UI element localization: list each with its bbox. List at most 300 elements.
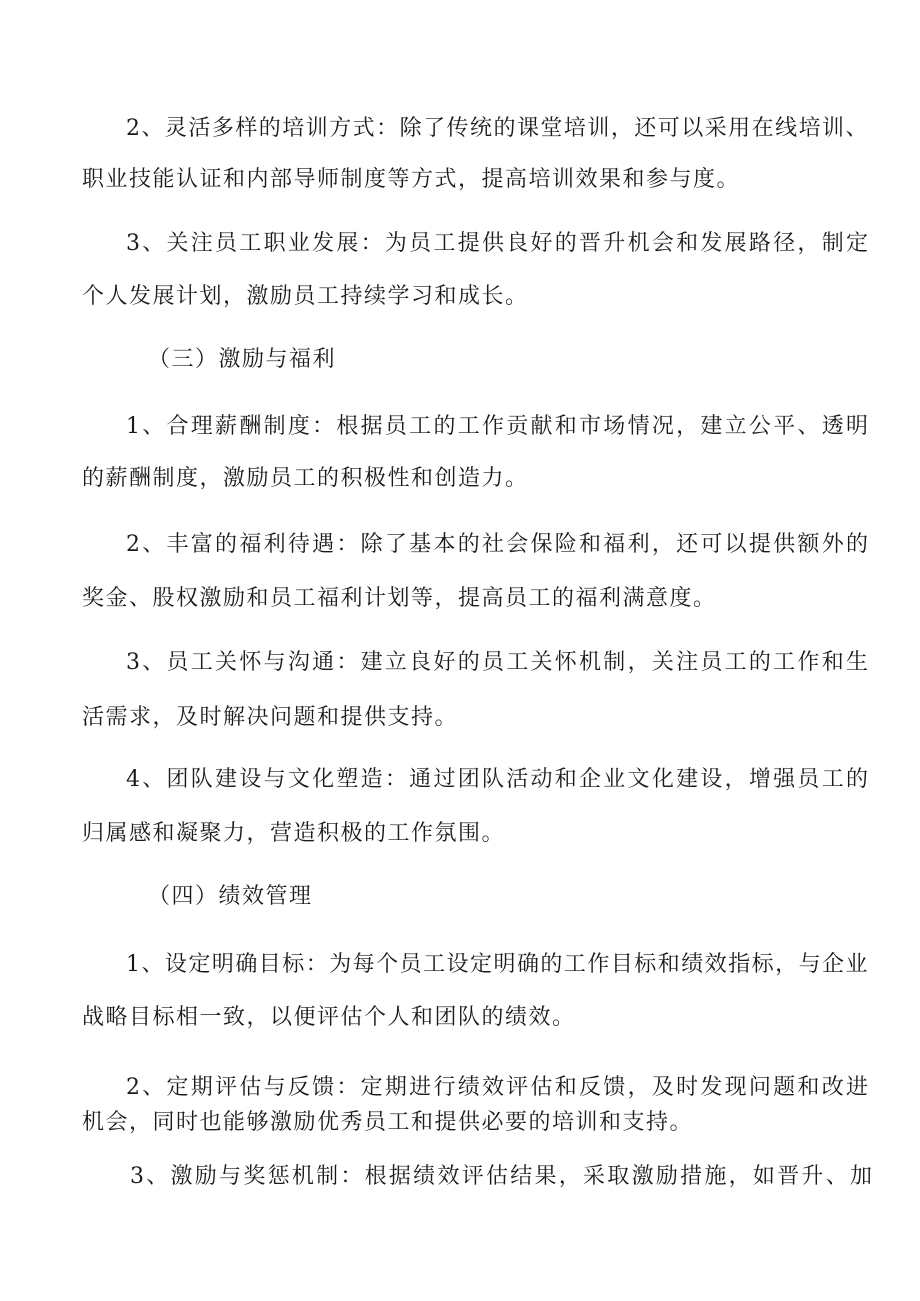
glyph: 激 [631,1164,654,1189]
glyph: ， [676,414,699,439]
glyph: 、 [141,952,164,977]
glyph: 题 [773,1075,796,1100]
paragraph-line [130,1162,872,1192]
glyph: 工 [409,414,432,439]
glyph: 生 [845,650,868,675]
glyph: 活 [506,767,529,792]
glyph: 企 [822,952,845,977]
glyph: 效 [481,1075,504,1100]
glyph: 化 [312,767,335,792]
glyph: 、 [825,1164,848,1189]
glyph: 、 [141,116,164,141]
glyph: 采 [704,116,727,141]
glyph: 线 [775,116,798,141]
glyph: 在 [751,116,774,141]
glyph: 工 [423,952,446,977]
glyph: 员 [399,952,422,977]
glyph: 注 [676,650,699,675]
glyph: 明 [845,414,868,439]
glyph: 确 [516,952,539,977]
glyph: 晋 [777,1164,800,1189]
glyph: 发 [700,231,723,256]
glyph: 外 [821,532,844,557]
glyph: 设 [446,952,469,977]
glyph: 工 [457,414,480,439]
glyph: 绩 [457,1075,480,1100]
glyph: 设 [239,767,262,792]
glyph: 企 [579,767,602,792]
glyph: 强 [773,767,796,792]
paragraph-line: 战略目标相一致，以便评估个人和团队的绩效。 [82,1005,576,1030]
glyph: 提 [748,532,771,557]
glyph: 估 [530,1075,553,1100]
glyph: 和 [554,414,577,439]
glyph: 评 [506,1075,529,1100]
glyph: 统 [470,116,493,141]
glyph: 良 [506,231,529,256]
glyph: 还 [676,532,699,557]
glyph: 、 [845,116,868,141]
glyph: 果 [534,1164,557,1189]
glyph: 员 [700,650,723,675]
glyph: 过 [433,767,456,792]
glyph: 训 [305,116,328,141]
glyph: 员 [215,231,238,256]
glyph: 进 [409,1075,432,1100]
glyph: 培 [563,116,586,141]
glyph: 结 [510,1164,533,1189]
glyph: 估 [239,1075,262,1100]
glyph: 、 [142,532,165,557]
glyph: 文 [287,767,310,792]
glyph: 本 [433,532,456,557]
glyph: 动 [530,767,553,792]
glyph: 关 [215,650,238,675]
glyph: 时 [676,1075,699,1100]
glyph: 团 [166,767,189,792]
glyph: 化 [651,767,674,792]
glyph: 员 [481,650,504,675]
glyph: 待 [287,532,310,557]
glyph: 可 [700,532,723,557]
glyph: 提 [457,231,480,256]
paragraph-line: 的薪酬制度，激励员工的积极性和创造力。 [82,466,529,491]
glyph: 理 [190,414,213,439]
glyph: 明 [211,952,234,977]
paragraph-line: 奖金、股权激励和员工福利计划等，提高员工的福利满意度。 [82,586,717,611]
glyph: 怀 [239,650,262,675]
glyph: 培 [282,116,305,141]
glyph: 的 [493,116,516,141]
glyph: 灵 [164,116,187,141]
glyph: 和 [676,231,699,256]
glyph: 标 [751,952,774,977]
glyph: 2 [126,532,140,557]
glyph: 为 [329,952,352,977]
glyph: 员 [166,650,189,675]
glyph: 业 [287,231,310,256]
glyph: 传 [446,116,469,141]
glyph: 注 [190,231,213,256]
glyph: 团 [457,767,480,792]
glyph: 队 [481,767,504,792]
glyph: 情 [627,414,650,439]
glyph: 标 [282,952,305,977]
glyph: 1 [126,414,140,439]
glyph: 为 [384,231,407,256]
glyph: 设 [164,952,187,977]
glyph: 效 [437,1164,460,1189]
glyph: 业 [603,767,626,792]
glyph: 工 [724,650,747,675]
glyph: 励 [655,1164,678,1189]
glyph: 通 [409,767,432,792]
glyph: 升 [603,231,626,256]
glyph: 期 [384,1075,407,1100]
glyph: 沟 [287,650,310,675]
glyph: 与 [798,952,821,977]
glyph: 工 [821,767,844,792]
glyph: 反 [287,1075,310,1100]
glyph: 关 [530,650,553,675]
paragraph-line [126,1073,868,1103]
glyph: 指 [728,952,751,977]
glyph: 2 [126,1075,140,1100]
glyph: 、 [142,231,165,256]
glyph: 和 [554,1075,577,1100]
glyph: 以 [724,532,747,557]
glyph: 问 [748,1075,771,1100]
glyph: 设 [700,767,723,792]
glyph: 合 [166,414,189,439]
glyph: ， [797,231,820,256]
glyph: 1 [126,952,140,977]
glyph: 定 [470,952,493,977]
glyph: 馈 [603,1075,626,1100]
glyph: 根 [364,1164,387,1189]
glyph: 供 [481,231,504,256]
glyph: 与 [263,767,286,792]
glyph: 的 [215,532,238,557]
glyph: 况 [651,414,674,439]
glyph: 员 [384,414,407,439]
glyph: 工 [190,650,213,675]
glyph: ： [340,1164,363,1189]
glyph: ， [724,767,747,792]
glyph: 工 [239,231,262,256]
glyph: 和 [657,952,680,977]
glyph: 建 [676,767,699,792]
glyph: 惩 [267,1164,290,1189]
glyph: 展 [724,231,747,256]
glyph: 度 [287,414,310,439]
glyph: 标 [634,952,657,977]
glyph: 的 [258,116,281,141]
glyph: 和 [554,767,577,792]
glyph: 建 [215,767,238,792]
glyph: 好 [530,231,553,256]
paragraph-line: 个人发展计划，激励员工持续学习和成长。 [82,284,529,309]
glyph: 课 [516,116,539,141]
glyph: 除 [360,532,383,557]
glyph: 定 [188,952,211,977]
glyph: 式 [352,116,375,141]
glyph: ： [305,952,328,977]
glyph: 行 [433,1075,456,1100]
glyph: 关 [651,650,674,675]
glyph: 目 [258,952,281,977]
glyph: 机 [291,1164,314,1189]
glyph: 遇 [312,532,335,557]
glyph: 好 [433,650,456,675]
glyph: 个 [376,952,399,977]
glyph: 评 [461,1164,484,1189]
glyph: ， [627,1075,650,1100]
glyph: 工 [506,650,529,675]
glyph: 了 [384,532,407,557]
glyph: 关 [166,231,189,256]
glyph: 员 [409,231,432,256]
glyph: 的 [845,532,868,557]
glyph: 业 [845,952,868,977]
paragraph-line [126,765,868,795]
glyph: ： [336,532,359,557]
glyph: 塑 [336,767,359,792]
glyph: ， [728,1164,751,1189]
glyph: ： [336,650,359,675]
glyph: 、 [146,1164,169,1189]
glyph: 员 [797,767,820,792]
glyph: 工 [773,650,796,675]
glyph: 怀 [554,650,577,675]
glyph: 富 [190,532,213,557]
glyph: 作 [481,414,504,439]
glyph: 据 [360,414,383,439]
paragraph-line [126,950,868,980]
glyph: 制 [821,231,844,256]
paragraph-line: 活需求，及时解决问题和提供支持。 [82,705,459,730]
glyph: 3 [126,650,140,675]
glyph: 会 [651,231,674,256]
glyph: 社 [481,532,504,557]
glyph: 利 [627,532,650,557]
glyph: ， [610,116,633,141]
glyph: 利 [263,532,286,557]
glyph: 丰 [166,532,189,557]
glyph: 堂 [540,116,563,141]
paragraph-line: 机会，同时也能够激励优秀员工和提供必要的培训和支持。 [82,1110,694,1135]
glyph: 馈 [312,1075,335,1100]
glyph: 、 [142,414,165,439]
glyph: 建 [700,414,723,439]
paragraph-line [126,648,868,678]
glyph: 方 [329,116,352,141]
glyph: 多 [211,116,234,141]
glyph: 及 [651,1075,674,1100]
glyph: 目 [610,952,633,977]
glyph: 队 [190,767,213,792]
paragraph-line [126,114,868,144]
glyph: 薪 [215,414,238,439]
glyph: 和 [579,532,602,557]
glyph: 、 [142,650,165,675]
glyph: 样 [235,116,258,141]
glyph: ： [376,116,399,141]
glyph: 作 [587,952,610,977]
glyph: 采 [583,1164,606,1189]
glyph: 的 [845,767,868,792]
glyph: 工 [433,231,456,256]
glyph: 用 [728,116,751,141]
glyph: 供 [773,532,796,557]
glyph: 每 [352,952,375,977]
glyph: ， [558,1164,581,1189]
glyph: 取 [607,1164,630,1189]
glyph: 造 [360,767,383,792]
glyph: 贡 [506,414,529,439]
glyph: 公 [748,414,771,439]
glyph: 改 [821,1075,844,1100]
glyph: 立 [384,650,407,675]
glyph: 反 [579,1075,602,1100]
glyph: 据 [388,1164,411,1189]
glyph: 现 [724,1075,747,1100]
glyph: 确 [235,952,258,977]
glyph: 4 [126,767,140,792]
glyph: 平 [773,414,796,439]
glyph: 活 [188,116,211,141]
glyph: 透 [821,414,844,439]
glyph: 加 [849,1164,872,1189]
glyph: 酬 [239,414,262,439]
glyph: 励 [194,1164,217,1189]
glyph: 制 [603,650,626,675]
glyph: 发 [312,231,335,256]
glyph: 作 [797,650,820,675]
glyph: 的 [433,414,456,439]
glyph: 措 [680,1164,703,1189]
glyph: ， [651,532,674,557]
paragraph-line [126,229,868,259]
glyph: 的 [540,952,563,977]
glyph: 奖 [243,1164,266,1189]
glyph: ： [360,231,383,256]
section-heading: （三）激励与福利 [148,347,337,372]
paragraph-line: 归属感和凝聚力，营造积极的工作氛围。 [82,821,506,846]
glyph: 展 [336,231,359,256]
glyph: 晋 [579,231,602,256]
glyph: 估 [485,1164,508,1189]
paragraph-line [126,412,868,442]
glyph: 与 [263,650,286,675]
glyph: 和 [797,1075,820,1100]
glyph: 制 [316,1164,339,1189]
glyph: 升 [801,1164,824,1189]
glyph: ， [627,650,650,675]
glyph: 还 [634,116,657,141]
glyph: 明 [493,952,516,977]
glyph: 福 [603,532,626,557]
glyph: 3 [130,1164,144,1189]
glyph: 的 [554,231,577,256]
glyph: 径 [773,231,796,256]
glyph: 机 [627,231,650,256]
glyph: 以 [681,116,704,141]
glyph: 定 [166,1075,189,1100]
glyph: 培 [798,116,821,141]
glyph: 效 [704,952,727,977]
glyph: 、 [142,767,165,792]
glyph: 制 [263,414,286,439]
glyph: 良 [409,650,432,675]
glyph: 福 [239,532,262,557]
glyph: 额 [797,532,820,557]
paragraph-line [126,530,868,560]
glyph: 如 [752,1164,775,1189]
glyph: 训 [587,116,610,141]
glyph: 与 [219,1164,242,1189]
glyph: 市 [579,414,602,439]
glyph: 的 [457,532,480,557]
glyph: 了 [423,116,446,141]
glyph: 献 [530,414,553,439]
glyph: ： [312,414,335,439]
glyph: 职 [263,231,286,256]
glyph: 工 [563,952,586,977]
glyph: 3 [126,231,140,256]
glyph: 立 [724,414,747,439]
glyph: 的 [457,650,480,675]
glyph: 通 [312,650,335,675]
glyph: 、 [797,414,820,439]
glyph: 文 [627,767,650,792]
section-heading: （四）绩效管理 [148,884,313,909]
glyph: 会 [506,532,529,557]
glyph: 绩 [413,1164,436,1189]
glyph: 和 [821,650,844,675]
glyph: 场 [603,414,626,439]
glyph: 训 [822,116,845,141]
glyph: 基 [409,532,432,557]
glyph: 期 [190,1075,213,1100]
glyph: ： [336,1075,359,1100]
glyph: 激 [170,1164,193,1189]
glyph: 根 [336,414,359,439]
glyph: 险 [554,532,577,557]
glyph: 建 [360,650,383,675]
glyph: 路 [748,231,771,256]
glyph: 可 [657,116,680,141]
glyph: 定 [360,1075,383,1100]
glyph: 施 [704,1164,727,1189]
glyph: 与 [263,1075,286,1100]
glyph: 增 [748,767,771,792]
glyph: 发 [700,1075,723,1100]
glyph: 、 [142,1075,165,1100]
glyph: 的 [748,650,771,675]
glyph: 2 [126,116,140,141]
glyph: ： [384,767,407,792]
paragraph-line: 职业技能认证和内部导师制度等方式，提高培训效果和参与度。 [82,167,741,192]
glyph: 进 [845,1075,868,1100]
glyph: 保 [530,532,553,557]
glyph: 评 [215,1075,238,1100]
glyph: ， [775,952,798,977]
glyph: 定 [845,231,868,256]
glyph: 机 [579,650,602,675]
glyph: 绩 [681,952,704,977]
glyph: 除 [399,116,422,141]
